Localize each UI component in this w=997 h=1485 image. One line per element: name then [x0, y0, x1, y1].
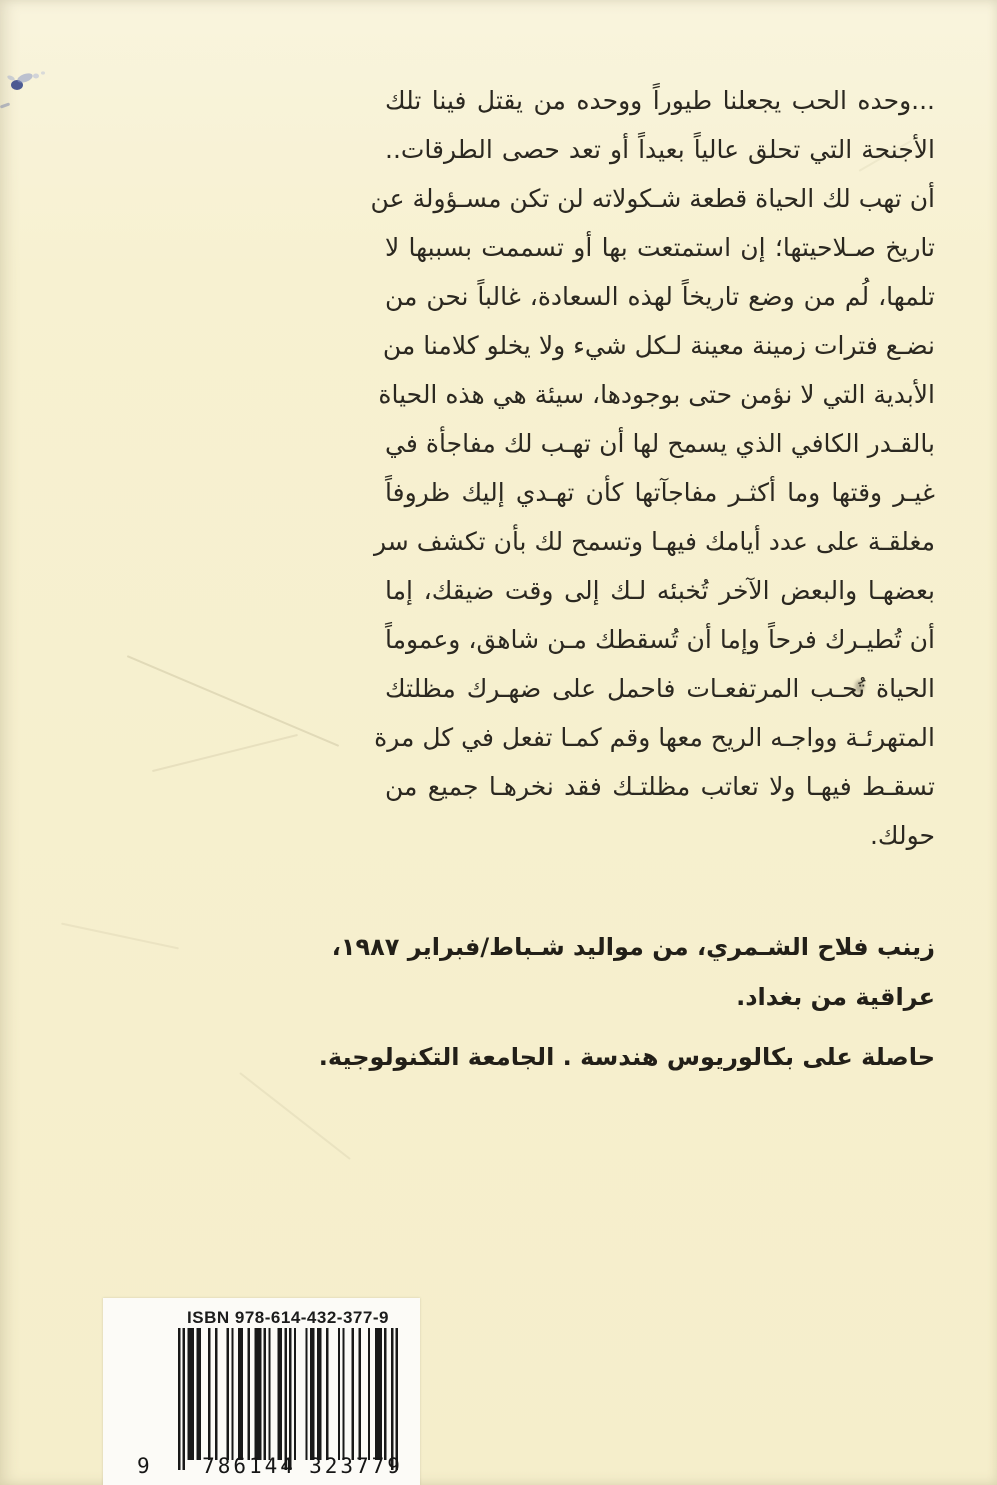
blurb-line: بعضهـا والبعض الآخر تُخبئه لـك إلى وقت ضيقك، إما: [385, 576, 935, 605]
blurb-line: ...وحده الحب يجعلنا طيوراً ووحده من يقتل فينا تلك: [385, 86, 935, 115]
barcode-bars-wrap: [178, 1328, 398, 1470]
barcode-digits-group1: 786144: [202, 1454, 296, 1478]
ink-mark: [2, 60, 54, 108]
author-bio-line: زينب فلاح الشـمري، من مواليد شـباط/فبراير ١٩٨٧،: [331, 933, 935, 961]
blurb-line: المتهرئـة وواجـه الريح معها وقم كمـا تفعل في كل مرة: [374, 723, 935, 752]
author-credentials: [318, 1032, 935, 1082]
blurb-line: الأبدية التي لا نؤمن حتى بوجودها، سيئة هي هذه الحياة: [378, 380, 935, 409]
barcode-digits: [103, 1454, 420, 1480]
blurb-line: الحياة تُحـب المرتفعـات فاحمل على ضهـرك مظلتك: [385, 674, 935, 703]
back-cover-blurb: [370, 76, 935, 860]
blurb-line: مغلقـة على عدد أيامك فيهـا وتسمح لك بأن تكشف سر: [374, 527, 935, 556]
blurb-line: أن تهب لك الحياة قطعة شـكولاته لن تكن مسـؤولة عن: [370, 184, 935, 213]
paper-crease: [127, 655, 339, 747]
barcode-bars: [178, 1328, 398, 1470]
blurb-line: غيـر وقتها وما أكثـر مفاجآتها كأن تهـدي إليك ظروفاً: [385, 478, 935, 507]
blurb-line: نضـع فترات زمينة معينة لـكل شيء ولا يخلو كلامنا من: [382, 331, 935, 360]
author-bio-line: عراقية من بغداد.: [736, 983, 935, 1011]
blurb-line: تلمها، لُم من وضع تاريخاً لهذه السعادة، غالباً نحن من: [385, 282, 935, 311]
isbn-label: ISBN 978-614-432-377-9: [187, 1308, 389, 1327]
author-credentials-line: حاصلة على بكالوريوس هندسة . الجامعة التكنولوجية.: [318, 1043, 935, 1071]
paper-crease: [152, 734, 298, 772]
author-bio: [331, 922, 935, 1022]
blurb-line: تسقـط فيهـا ولا تعاتب مظلتـك فقد نخرهـا جميع من: [385, 772, 935, 801]
blurb-line: تاريخ صـلاحيتها؛ إن استمتعت بها أو تسممت بسببها لا: [385, 233, 935, 262]
paper-crease: [61, 923, 179, 950]
barcode-digits-group2: 323779: [309, 1454, 403, 1478]
blurb-line: الأجنحة التي تحلق عالياً بعيداً أو تعد حصى الطرقات..: [385, 135, 935, 164]
paper-crease: [239, 1072, 351, 1160]
blurb-line: بالقـدر الكافي الذي يسمح لها أن تهـب لك مفاجأة في: [385, 429, 935, 458]
barcode-panel: [103, 1298, 420, 1485]
blurb-line: حولك.: [869, 821, 935, 850]
barcode-digit-first: 9: [137, 1454, 150, 1478]
blurb-line: أن تُطيـرك فرحاً وإما أن تُسقطك مـن شاهق، وعموماً: [385, 625, 935, 654]
